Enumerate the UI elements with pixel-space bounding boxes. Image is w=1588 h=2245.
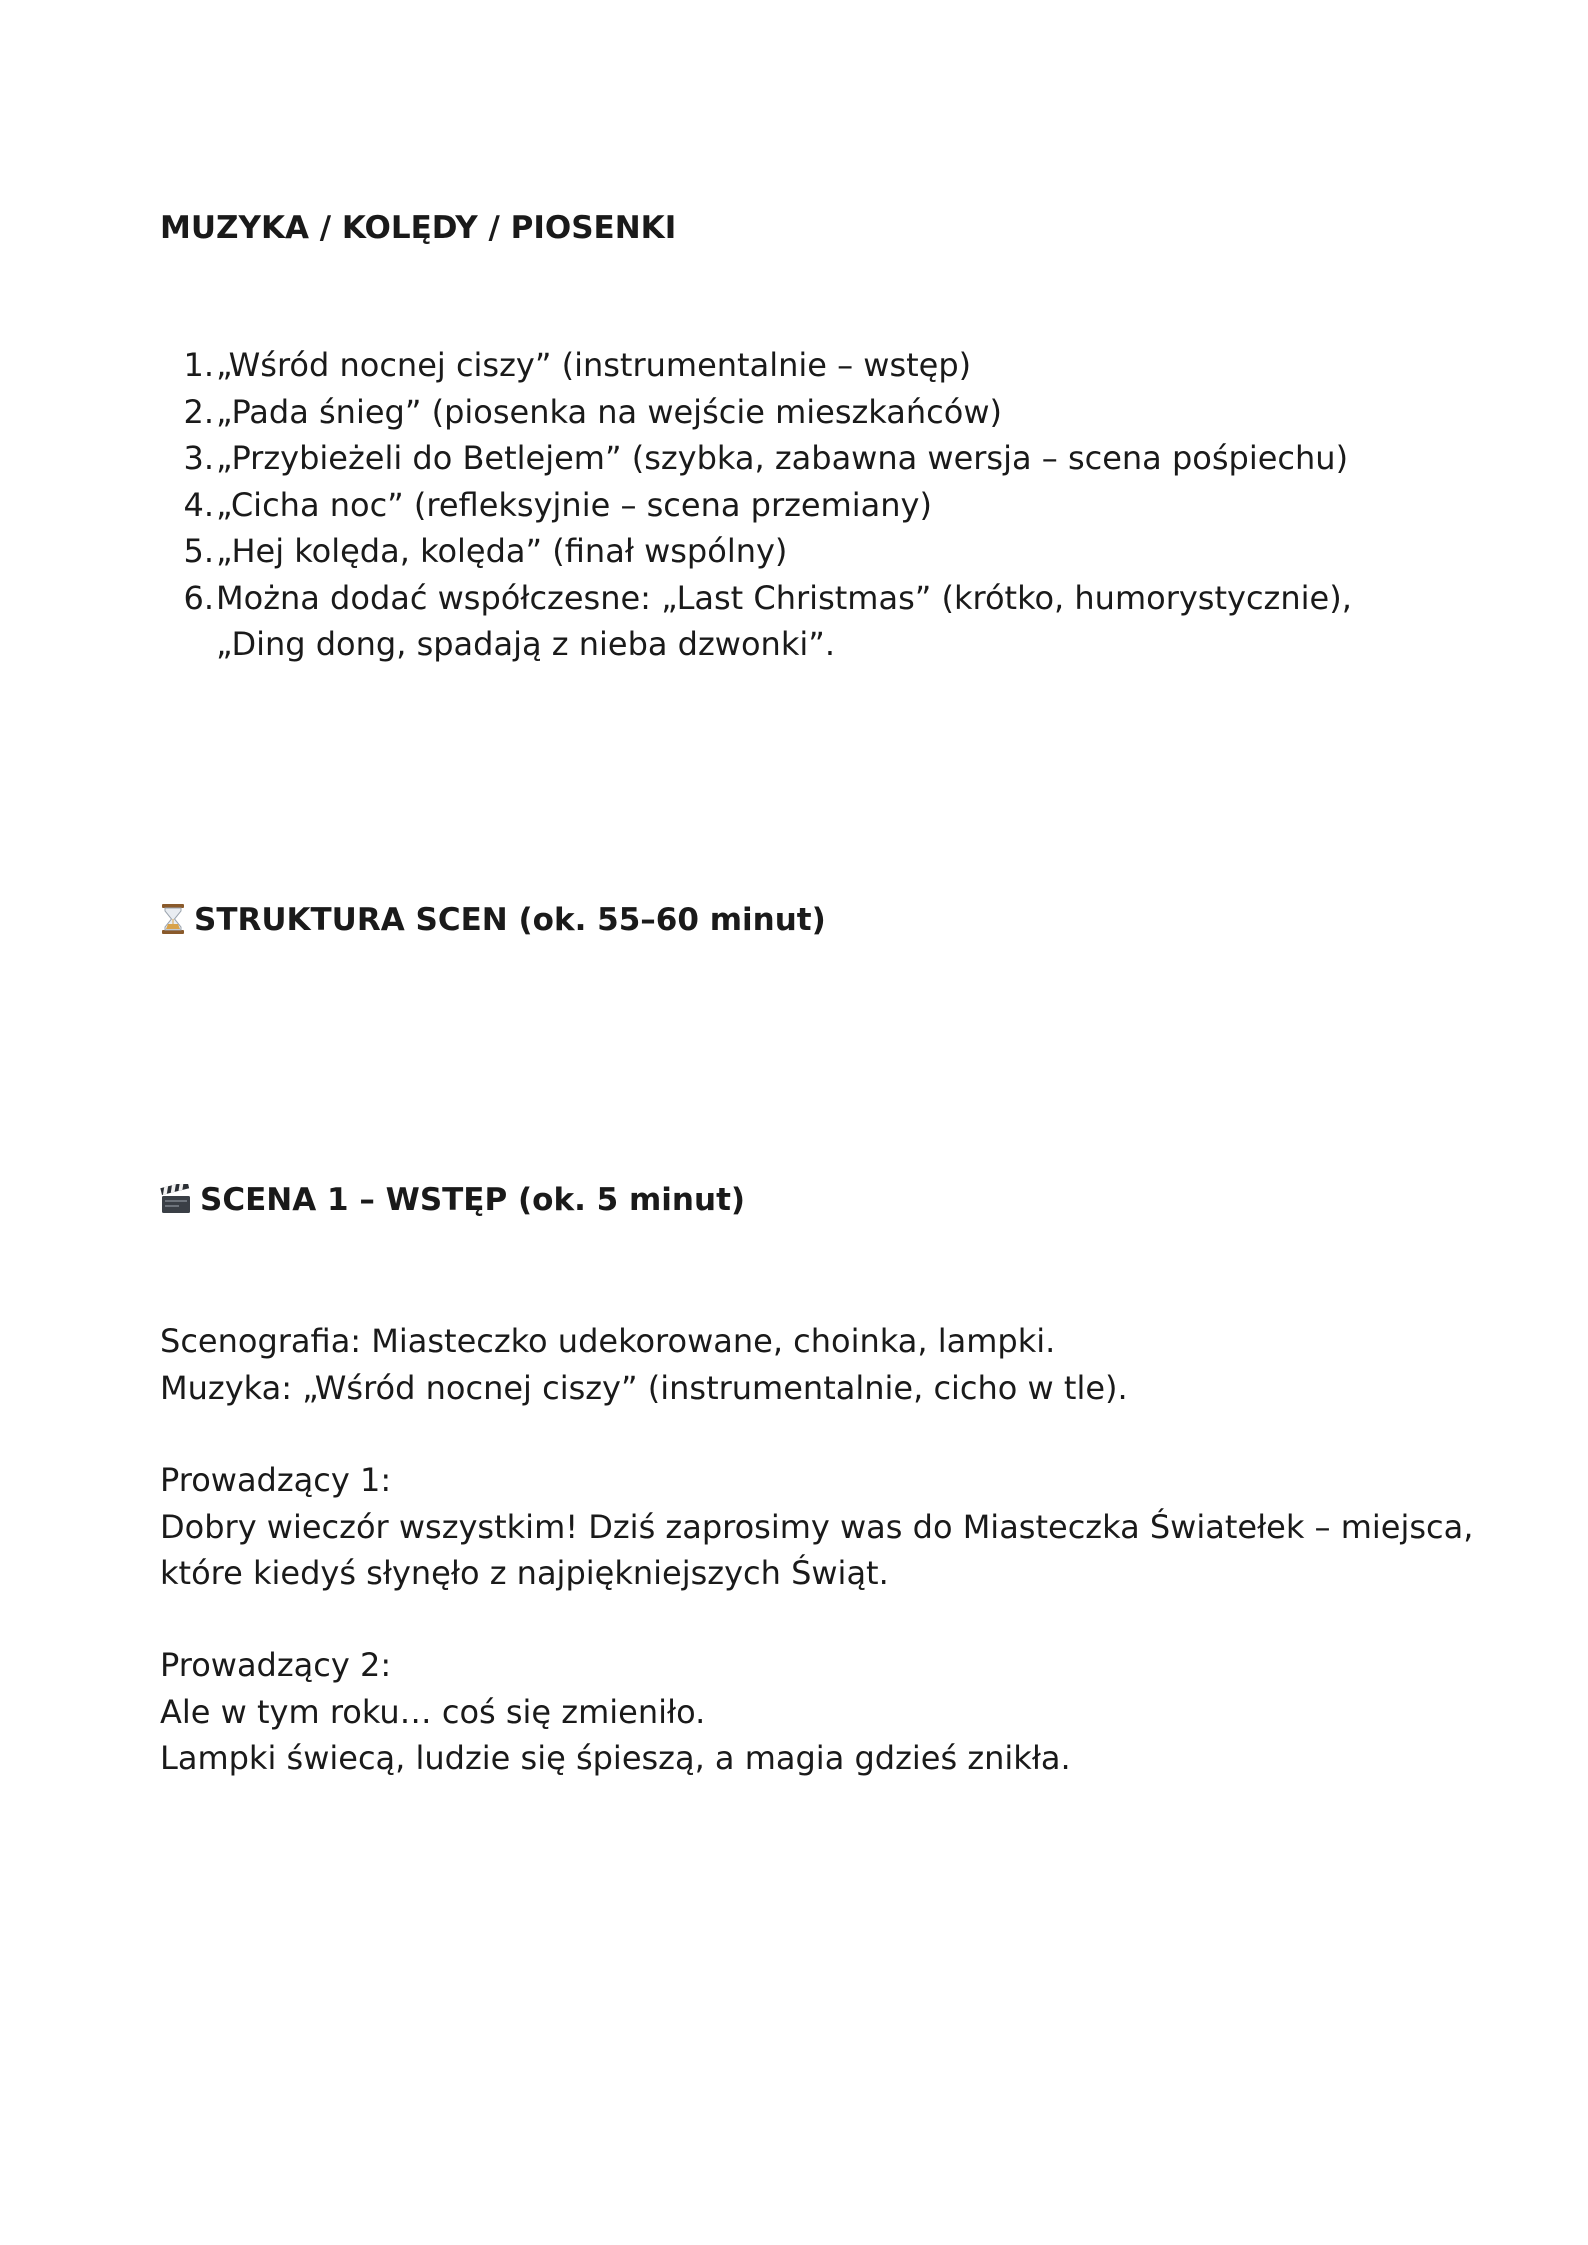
list-item-number: 6. bbox=[183, 578, 214, 617]
list-item-number: 1. bbox=[183, 346, 214, 384]
host1-label: Prowadzący 1: bbox=[160, 1461, 392, 1499]
list-item bbox=[160, 435, 1440, 482]
list-item-text: Można dodać współczesne: „Last Christmas” (krótko, humorystycznie), „Ding dong, spadają z nieba dzwonki”. bbox=[216, 578, 1352, 663]
list-item-number: 3. bbox=[183, 439, 214, 477]
list-item-number: 5. bbox=[183, 532, 214, 570]
scene1-title: SCENA 1 – WSTĘP (ok. 5 minut) bbox=[200, 1182, 746, 1218]
hourglass-icon bbox=[160, 903, 186, 935]
scenography-text: Scenografia: Miasteczko udekorowane, choinka, lampki. bbox=[160, 1322, 1056, 1360]
song-list bbox=[160, 342, 1440, 668]
scene1-setup bbox=[160, 1318, 1460, 1411]
list-item bbox=[160, 575, 1440, 668]
list-item bbox=[160, 342, 1440, 389]
host2-block bbox=[160, 1642, 1460, 1782]
host1-block bbox=[160, 1457, 1474, 1597]
list-item-text: „Hej kolęda, kolęda” (finał wspólny) bbox=[216, 532, 788, 570]
host1-line: które kiedyś słynęło z najpiękniejszych Świąt. bbox=[160, 1554, 889, 1592]
music-text: Muzyka: „Wśród nocnej ciszy” (instrumentalnie, cicho w tle). bbox=[160, 1368, 1128, 1407]
list-item-number: 4. bbox=[183, 485, 214, 524]
host1-line: Dobry wieczór wszystkim! Dziś zaprosimy was do Miasteczka Światełek – miejsca, bbox=[160, 1507, 1474, 1546]
scene1-heading bbox=[160, 1180, 745, 1220]
list-item-text: „Cicha noc” (refleksyjnie – scena przemiany) bbox=[216, 485, 932, 524]
list-item-number: 2. bbox=[183, 392, 214, 431]
structure-section-heading bbox=[160, 900, 826, 940]
host2-line: Ale w tym roku… coś się zmieniło. bbox=[160, 1692, 706, 1731]
list-item bbox=[160, 528, 1440, 575]
list-item-text: „Wśród nocnej ciszy” (instrumentalnie – wstęp) bbox=[216, 346, 972, 384]
host2-label: Prowadzący 2: bbox=[160, 1646, 392, 1684]
structure-section-title: STRUKTURA SCEN (ok. 55–60 minut) bbox=[194, 902, 826, 938]
list-item bbox=[160, 482, 1440, 529]
list-item-text: „Pada śnieg” (piosenka na wejście mieszkańców) bbox=[216, 392, 1002, 431]
list-item-text: „Przybieżeli do Betlejem” (szybka, zabawna wersja – scena pośpiechu) bbox=[216, 439, 1349, 477]
clapperboard-icon bbox=[160, 1184, 192, 1214]
music-section-heading: MUZYKA / KOLĘDY / PIOSENKI bbox=[160, 210, 677, 246]
list-item bbox=[160, 389, 1440, 436]
host2-line: Lampki świecą, ludzie się śpieszą, a magia gdzieś znikła. bbox=[160, 1739, 1071, 1777]
